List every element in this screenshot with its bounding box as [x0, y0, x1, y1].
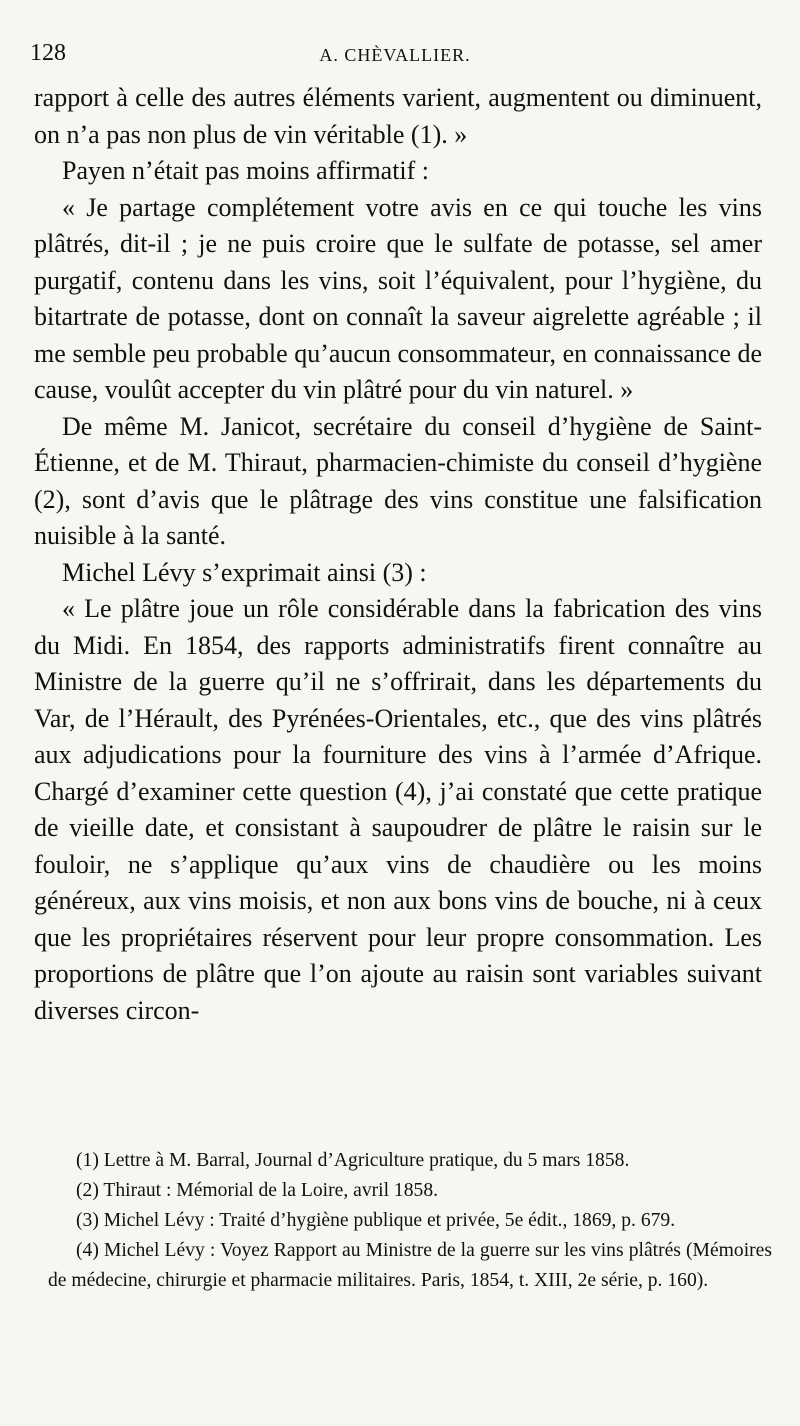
footnote-4: (4) Michel Lévy : Voyez Rapport au Ministre de la guerre sur les vins plâtrés (Mémoires de médecine, chirurgie et pharmacie militaires. Paris, 1854, t. XIII, 2e série, p. 160). [48, 1240, 772, 1291]
paragraph-levy-intro: Michel Lévy s’exprimait ainsi (3) : [62, 557, 427, 587]
running-head: A. CHÈVALLIER. [319, 45, 471, 65]
paragraph-continuation: rapport à celle des autres éléments varient, augmentent ou diminuent, on n’a pas non plus de vin véritable (1). » [34, 83, 762, 149]
footnote-2: (2) Thiraut : Mémorial de la Loire, avril 1858. [76, 1180, 439, 1201]
page-header [30, 40, 760, 76]
footnote-1: (1) Lettre à M. Barral, Journal d’Agriculture pratique, du 5 mars 1858. [76, 1150, 630, 1171]
footnotes [48, 1146, 772, 1296]
paragraph-payen-quote: « Je partage complétement votre avis en ce qui touche les vins plâtrés, dit-il ; je ne puis croire que le sulfate de potasse, sel amer purgatif, contenu dans les vins, soit l’équivalent, pour l’hygiène, du bitartrate de potasse, dont on connaît la saveur aigrelette agréable ; il me semble peu probable qu’aucun consommateur, en connaissance de cause, voulût accepter du vin plâtré pour du vin naturel. » [34, 192, 762, 404]
paragraph-levy-quote: « Le plâtre joue un rôle considérable dans la fabrication des vins du Midi. En 1854, des rapports administratifs firent connaître au Ministre de la guerre qu’il ne s’offrirait, dans les départements du Var, de l’Hérault, des Pyrénées-Orientales, etc., que des vins plâtrés aux adjudications pour la fourniture des vins à l’armée d’Afrique. Chargé d’examiner cette question (4), j’ai constaté que cette pratique de vieille date, et consistant à saupoudrer de plâtre le raisin sur le fouloir, ne s’applique qu’aux vins de chaudière ou les moins généreux, aux vins moisis, et non aux bons vins de bouche, ni à ceux que les propriétaires réservent pour leur propre consommation. Les proportions de plâtre que l’on ajoute au raisin sont variables suivant diverses circon- [34, 594, 762, 1025]
paragraph-janicot: De même M. Janicot, secrétaire du conseil d’hygiène de Saint-Étienne, et de M. Thiraut, pharmacien-chimiste du conseil d’hygiène (2), sont d’avis que le plâtrage des vins constitue une falsification nuisible à la santé. [34, 411, 762, 550]
paragraph-payen: Payen n’était pas moins affirmatif : [62, 156, 430, 185]
body-text [34, 80, 762, 1029]
footnote-3: (3) Michel Lévy : Traité d’hygiène publique et privée, 5e édit., 1869, p. 679. [76, 1210, 676, 1231]
page-number: 128 [30, 40, 66, 66]
